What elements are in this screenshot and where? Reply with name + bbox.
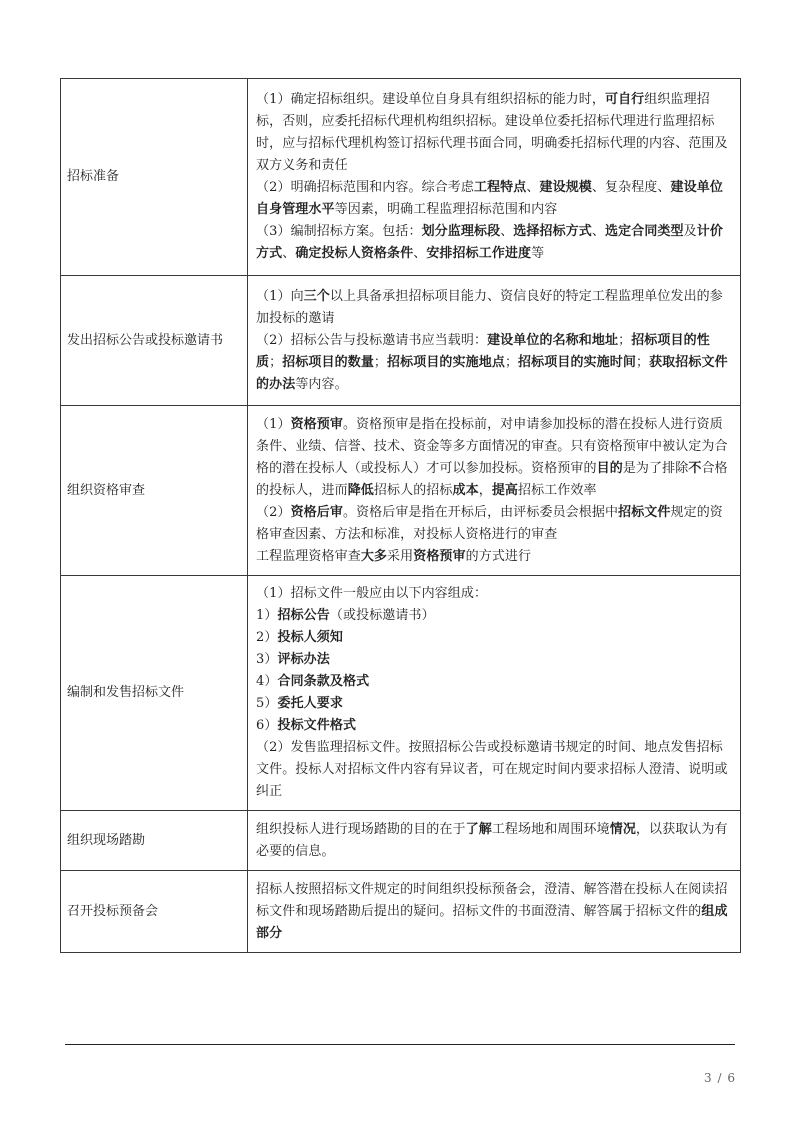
step-detail-cell: [248, 811, 741, 871]
detail-text: 。资格后审是指在开标后，由评标委员会根据中: [342, 504, 619, 520]
detail-content: [256, 89, 730, 265]
detail-text: （1）招标文件一般应由以下内容组成：: [256, 586, 488, 601]
detail-content: [256, 819, 730, 863]
emphasis-text: 三个: [303, 288, 330, 304]
emphasis-text: 成本: [452, 482, 479, 498]
detail-paragraph: [256, 715, 730, 737]
detail-text: （或投标邀请书）: [329, 608, 435, 623]
emphasis-text: 招标项目的实施时间: [518, 354, 636, 370]
detail-text: 6）: [256, 718, 278, 733]
detail-text: 等内容。: [295, 376, 348, 392]
detail-text: 、: [591, 224, 606, 239]
detail-text: 招标人的招标: [373, 482, 453, 498]
detail-text: （1）: [256, 416, 291, 432]
step-name-cell: 招标准备: [61, 79, 248, 276]
emphasis-text: 资格预审: [290, 416, 343, 432]
table-row: [61, 871, 741, 953]
detail-content: [256, 414, 730, 568]
emphasis-text: 招标项目的性质: [256, 332, 710, 370]
emphasis-text: 资格预审: [413, 548, 466, 564]
detail-paragraph: [256, 502, 730, 546]
emphasis-text: 大多: [360, 548, 388, 564]
detail-text: 4）: [256, 674, 278, 689]
table-row: [61, 576, 741, 811]
detail-paragraph: [256, 649, 730, 671]
emphasis-text: 建设单位自身管理水平: [256, 180, 723, 217]
emphasis-text: 招标项目的实施地点: [387, 354, 505, 370]
emphasis-text: 了解: [465, 821, 492, 837]
emphasis-text: 合同条款及格式: [277, 674, 370, 689]
detail-text: 、: [526, 180, 540, 195]
footer-rule: [65, 1044, 735, 1045]
detail-paragraph: [256, 737, 730, 803]
step-name-cell: 组织资格审查: [61, 406, 248, 576]
emphasis-text: 情况: [609, 821, 636, 837]
detail-text: 招标人按照招标文件规定的时间组织投标预备会，澄清、解答潜在投标人在阅读招标文件和现场踏勘后提出的疑问。招标文件的书面澄清、解答属于招标文件的: [256, 881, 728, 919]
detail-paragraph: [256, 693, 730, 715]
emphasis-text: 划分监理标段: [421, 224, 501, 239]
detail-text: 、: [500, 224, 514, 239]
detail-text: ；: [635, 354, 650, 370]
emphasis-text: 安排招标工作进度: [426, 246, 532, 261]
emphasis-text: 招标公告: [277, 608, 330, 623]
detail-paragraph: [256, 546, 730, 568]
detail-text: （2）: [256, 504, 291, 520]
emphasis-text: 建设规模: [539, 180, 592, 195]
detail-text: ；: [373, 354, 388, 370]
emphasis-text: 目的: [596, 460, 623, 476]
table-row: [61, 406, 741, 576]
detail-text: 、: [282, 246, 296, 261]
detail-text: 组织监理招标，否则，应委托招标代理机构组织招标。建设单位委托招标代理进行监理招标时，应与招标代理机构签订招标代理书面合同，明确委托招标代理的内容、范围及双方义务和责任: [256, 92, 728, 173]
detail-text: 采用: [387, 548, 414, 564]
detail-text: 及: [683, 224, 697, 239]
detail-paragraph: [256, 330, 730, 396]
step-name-cell: 召开投标预备会: [61, 871, 248, 953]
page-number: 3 / 6: [704, 1071, 736, 1085]
emphasis-text: 获取招标文件的办法: [256, 354, 728, 392]
detail-text: 、复杂程度、: [591, 180, 671, 195]
step-name-cell: 发出招标公告或投标邀请书: [61, 276, 248, 406]
detail-text: 工程场地和周围环境: [491, 821, 610, 837]
emphasis-text: 计价方式: [256, 224, 723, 261]
detail-text: 2）: [256, 630, 278, 645]
emphasis-text: 可自行: [604, 92, 645, 107]
emphasis-text: 委托人要求: [277, 696, 343, 711]
detail-text: 招标工作效率: [518, 482, 597, 498]
detail-text: 。资格预审是指在投标前，对申请参加投标的潜在投标人进行资质条件、业绩、信誉、技术、资金等多方面情况的审查。只有资格预审中被认定为合格的潜在投标人（或投标人）才可以参加投标。资格预审的: [256, 416, 728, 476]
detail-text: 合格的投标人，进而: [256, 460, 728, 498]
step-detail-cell: [248, 79, 741, 276]
detail-paragraph: [256, 671, 730, 693]
detail-text: 的方式进行: [465, 548, 532, 564]
detail-text: ，: [478, 482, 492, 498]
detail-text: 等因素，明确工程监理招标范围和内容: [334, 202, 558, 217]
table-row: [61, 276, 741, 406]
detail-text: 规定的资格审查因素、方法和标准，对投标人资格进行的审查: [256, 504, 723, 542]
detail-content: [256, 879, 730, 945]
table-row: [61, 811, 741, 871]
emphasis-text: 工程特点: [473, 180, 527, 195]
detail-text: 等: [531, 246, 545, 261]
detail-paragraph: [256, 286, 730, 330]
detail-text: ；: [269, 354, 283, 370]
detail-content: [256, 583, 730, 803]
emphasis-text: 提高: [491, 482, 519, 498]
detail-paragraph: [256, 819, 730, 863]
emphasis-text: 组成部分: [256, 903, 728, 941]
emphasis-text: 投标人须知: [277, 630, 343, 645]
detail-paragraph: [256, 583, 730, 605]
emphasis-text: 建设单位的名称和地址: [487, 332, 619, 348]
emphasis-text: 资格后审: [290, 504, 343, 520]
emphasis-text: 投标文件格式: [277, 718, 357, 733]
detail-paragraph: [256, 605, 730, 627]
detail-text: 5）: [256, 696, 278, 711]
detail-paragraph: [256, 221, 730, 265]
detail-text: （3）编制招标方案。包括：: [256, 224, 422, 239]
detail-text: （2）招标公告与投标邀请书应当载明：: [256, 332, 488, 348]
detail-text: 3）: [256, 652, 278, 667]
detail-text: （1）确定招标组织。建设单位自身具有组织招标的能力时，: [256, 92, 605, 107]
detail-text: （1）向: [256, 288, 304, 304]
emphasis-text: 确定投标人资格条件: [295, 246, 414, 261]
detail-paragraph: [256, 177, 730, 221]
detail-paragraph: [256, 627, 730, 649]
step-detail-cell: [248, 576, 741, 811]
emphasis-text: 评标办法: [277, 652, 330, 667]
step-name-cell: 编制和发售招标文件: [61, 576, 248, 811]
detail-paragraph: [256, 89, 730, 177]
emphasis-text: 降低: [347, 482, 374, 498]
emphasis-text: 选定合同类型: [605, 224, 684, 239]
steps-table: [60, 78, 741, 953]
detail-text: 是为了排除: [622, 460, 689, 476]
detail-text: 、: [413, 246, 427, 261]
detail-text: 以上具备承担招标项目能力、资信良好的特定工程监理单位发出的参加投标的邀请: [256, 288, 723, 326]
step-detail-cell: [248, 406, 741, 576]
table-row: [61, 79, 741, 276]
step-name-cell: 组织现场踏勘: [61, 811, 248, 871]
step-detail-cell: [248, 871, 741, 953]
detail-text: ；: [504, 354, 519, 370]
detail-text: 组织投标人进行现场踏勘的目的在于: [256, 821, 466, 837]
detail-text: ，以获取认为有必要的信息。: [256, 821, 728, 859]
detail-text: （2）发售监理招标文件。按照招标公告或投标邀请书规定的时间、地点发售招标文件。投标人对招标文件内容有异议者，可在规定时间内要求招标人澄清、说明或纠正: [256, 740, 728, 799]
detail-text: 工程监理资格审查: [256, 548, 361, 564]
emphasis-text: 不: [688, 460, 702, 476]
detail-paragraph: [256, 414, 730, 502]
detail-text: ；: [618, 332, 632, 348]
detail-text: （2）明确招标范围和内容。综合考虑: [256, 180, 474, 195]
detail-paragraph: [256, 879, 730, 945]
step-detail-cell: [248, 276, 741, 406]
emphasis-text: 招标文件: [618, 504, 671, 520]
emphasis-text: 招标项目的数量: [282, 354, 374, 370]
table-body: [61, 79, 741, 953]
detail-content: [256, 286, 730, 396]
detail-text: 1）: [256, 608, 278, 623]
emphasis-text: 选择招标方式: [513, 224, 592, 239]
